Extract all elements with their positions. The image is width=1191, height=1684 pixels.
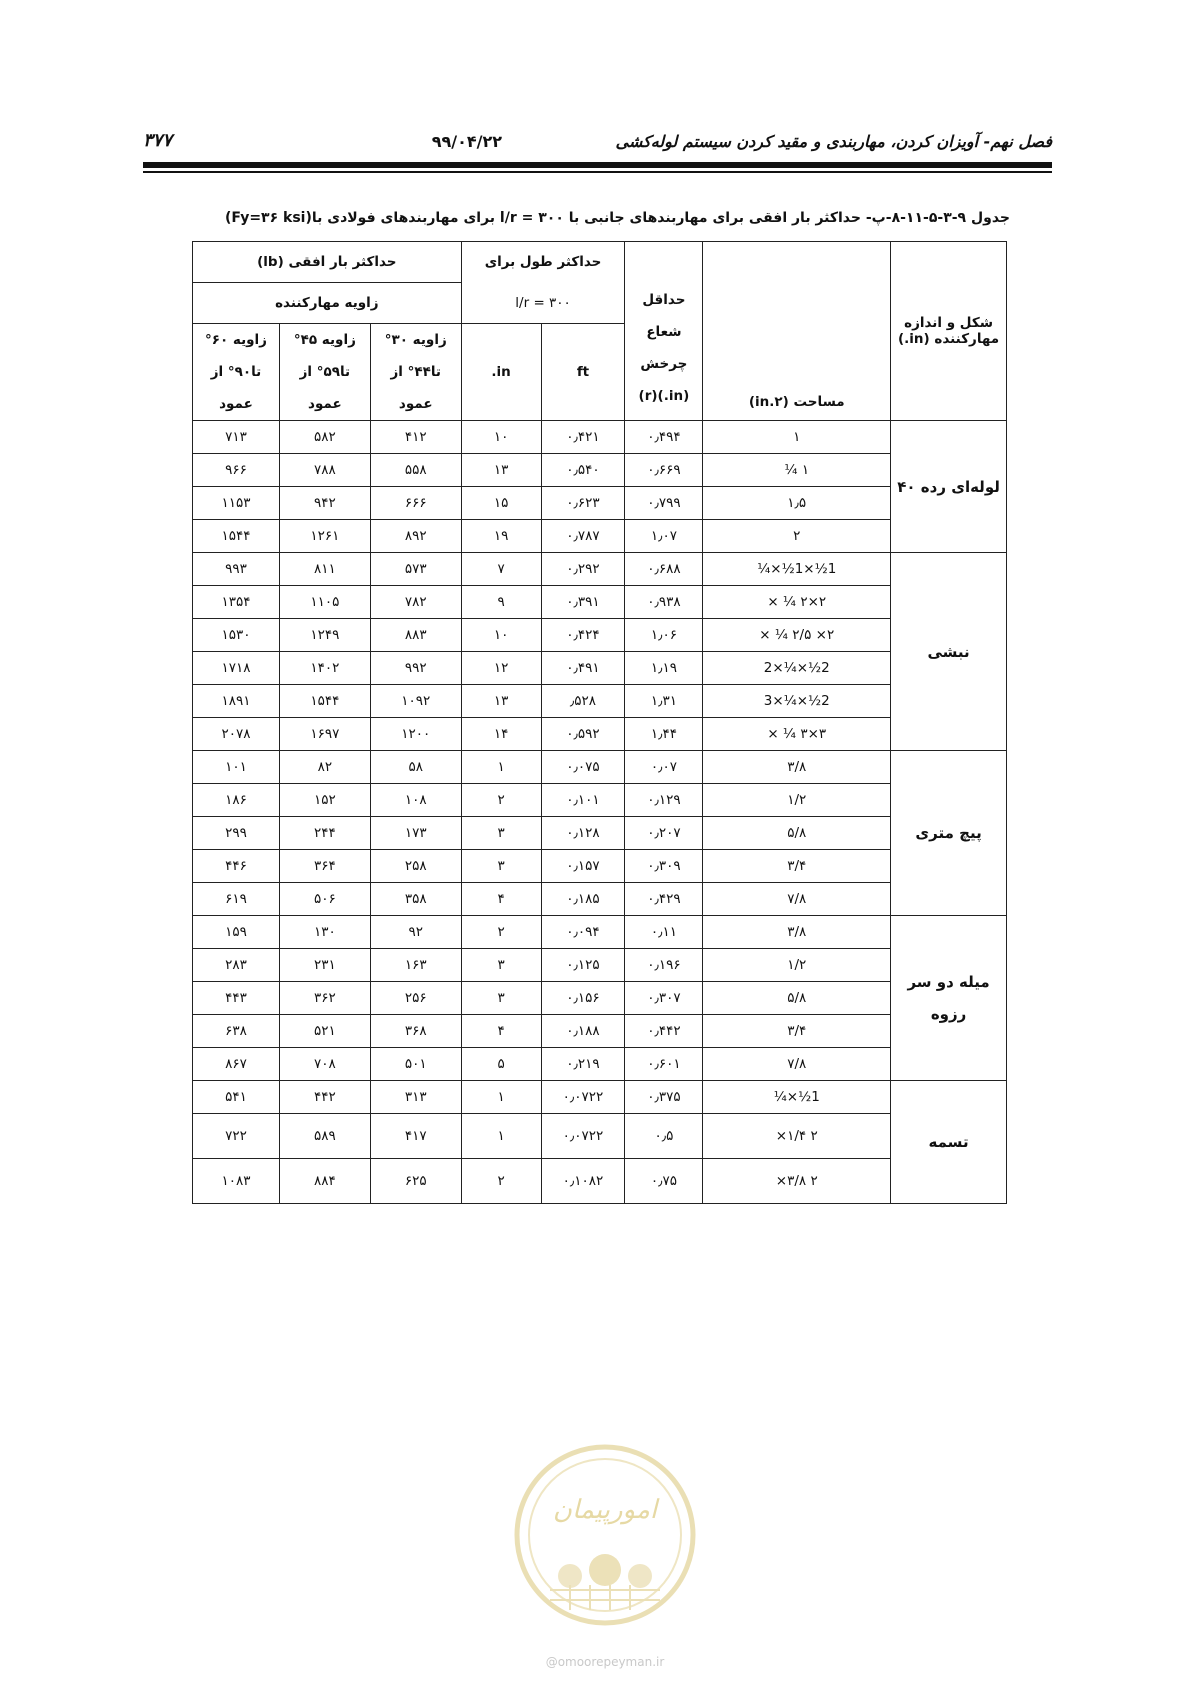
cell-load-45: ۱۵۴۴: [279, 685, 370, 718]
cell-size: ۲ ۳/۸×: [703, 1159, 891, 1204]
cell-load-60: ۴۴۳: [193, 982, 280, 1015]
cell-size: ۵/۸: [703, 982, 891, 1015]
cell-load-45: ۱۶۹۷: [279, 718, 370, 751]
cell-load-30: ۱۲۰۰: [370, 718, 461, 751]
cell-load-60: ۸۶۷: [193, 1048, 280, 1081]
cell-load-60: ۱۷۱۸: [193, 652, 280, 685]
table-row: [193, 553, 1007, 586]
cell-length-in: ۷: [461, 553, 541, 586]
table-row: [193, 1114, 1007, 1159]
cell-length-in: ۳: [461, 982, 541, 1015]
cell-radius: ۰٫۴۴۲: [625, 1015, 703, 1048]
cell-load-60: ۵۴۱: [193, 1081, 280, 1114]
cell-radius: ۰٫۴۹۴: [625, 421, 703, 454]
cell-length-ft: ۰٫۰۷۵: [541, 751, 625, 784]
cell-length-ft: ۰٫۲۹۲: [541, 553, 625, 586]
cell-load-30: ۷۸۲: [370, 586, 461, 619]
cell-load-45: ۸۲: [279, 751, 370, 784]
cell-length-ft: ۰٫۶۲۳: [541, 487, 625, 520]
cell-load-60: ۷۱۳: [193, 421, 280, 454]
header-angle45: زاویه ۴۵° تا۵۹° از عمود: [279, 324, 370, 421]
cell-length-in: ۱۵: [461, 487, 541, 520]
cell-load-45: ۱۵۲: [279, 784, 370, 817]
cell-size: ۳/۸: [703, 916, 891, 949]
cell-size: 2½×¼×2: [703, 652, 891, 685]
header-rule-thick: [143, 162, 1052, 168]
cell-size: ۷/۸: [703, 1048, 891, 1081]
cell-size: ۳/۴: [703, 1015, 891, 1048]
cell-load-30: ۳۶۸: [370, 1015, 461, 1048]
cell-length-in: ۵: [461, 1048, 541, 1081]
cell-size: ۵/۸: [703, 817, 891, 850]
cell-size: 2½×¼×3: [703, 685, 891, 718]
cell-load-30: ۹۹۲: [370, 652, 461, 685]
cell-load-45: ۸۱۱: [279, 553, 370, 586]
header-date: ۹۹/۰۴/۲۲: [431, 132, 502, 151]
header-max-load: حداکثر بار افقی (lb): [193, 242, 462, 283]
table-row: [193, 751, 1007, 784]
cell-radius: ۰٫۳۷۵: [625, 1081, 703, 1114]
cell-radius: ۰٫۹۳۸: [625, 586, 703, 619]
cell-radius: ۰٫۳۰۹: [625, 850, 703, 883]
cell-load-30: ۵۵۸: [370, 454, 461, 487]
shape-group-label: پیچ متری: [891, 751, 1007, 916]
cell-size: ۱٫۵: [703, 487, 891, 520]
table-row: [193, 1048, 1007, 1081]
cell-load-30: ۱۰۹۲: [370, 685, 461, 718]
cell-load-30: ۴۱۷: [370, 1114, 461, 1159]
cell-length-in: ۱۲: [461, 652, 541, 685]
cell-load-60: ۱۰۸۳: [193, 1159, 280, 1204]
cell-load-60: ۱۵۳۰: [193, 619, 280, 652]
cell-load-30: ۴۱۲: [370, 421, 461, 454]
cell-load-45: ۷۰۸: [279, 1048, 370, 1081]
table-row: [193, 1081, 1007, 1114]
header-angle60: زاویه ۶۰° تا۹۰° از عمود: [193, 324, 280, 421]
cell-size: ۳/۸: [703, 751, 891, 784]
cell-length-ft: ۰٫۰۷۲۲: [541, 1081, 625, 1114]
header-ft: ft: [541, 324, 625, 421]
cell-length-ft: ۰٫۰۹۴: [541, 916, 625, 949]
cell-size: ۳/۴: [703, 850, 891, 883]
cell-length-ft: ۰٫۴۹۱: [541, 652, 625, 685]
table-row: [193, 784, 1007, 817]
cell-length-in: ۱: [461, 1114, 541, 1159]
cell-load-45: ۱۲۶۱: [279, 520, 370, 553]
cell-load-45: ۲۴۴: [279, 817, 370, 850]
cell-length-in: ۳: [461, 817, 541, 850]
page-number: ۳۷۷: [143, 130, 173, 151]
cell-size: ۱ ¼: [703, 454, 891, 487]
cell-radius: ۱٫۰۶: [625, 619, 703, 652]
table-row: [193, 982, 1007, 1015]
table-row: [193, 586, 1007, 619]
chapter-title: فصل نهم- آویزان کردن، مهاربندی و مقید کردن سیستم لوله‌کشی: [615, 132, 1052, 151]
cell-load-45: ۴۴۲: [279, 1081, 370, 1114]
cell-load-60: ۱۸۹۱: [193, 685, 280, 718]
table-row: [193, 454, 1007, 487]
table-row: [193, 718, 1007, 751]
cell-radius: ۰٫۰۷: [625, 751, 703, 784]
cell-load-45: ۲۳۱: [279, 949, 370, 982]
watermark-seal: [510, 1440, 700, 1630]
table-row: [193, 421, 1007, 454]
cell-radius: ۰٫۱۱: [625, 916, 703, 949]
header-in: in.: [461, 324, 541, 421]
cell-length-ft: ۰٫۴۲۴: [541, 619, 625, 652]
shape-group-label: لوله‌ای رده ۴۰: [891, 421, 1007, 553]
cell-load-45: ۹۴۲: [279, 487, 370, 520]
brace-load-table: [192, 241, 1007, 1204]
table-row: [193, 850, 1007, 883]
cell-length-ft: ۰٫۱۲۵: [541, 949, 625, 982]
cell-size: ۲×۲ ¼ ×: [703, 586, 891, 619]
table-row: [193, 652, 1007, 685]
cell-load-45: ۵۲۱: [279, 1015, 370, 1048]
watermark-site: @omoorepeyman.ir: [545, 1655, 665, 1669]
cell-length-in: ۱۴: [461, 718, 541, 751]
table-row: [193, 619, 1007, 652]
header-angle30: زاویه ۳۰° تا۴۴° از عمود: [370, 324, 461, 421]
cell-radius: ۰٫۶۶۹: [625, 454, 703, 487]
cell-radius: ۰٫۱۹۶: [625, 949, 703, 982]
cell-load-60: ۱۳۵۴: [193, 586, 280, 619]
table-row: [193, 1015, 1007, 1048]
cell-load-30: ۱۰۸: [370, 784, 461, 817]
cell-load-60: ۲۰۷۸: [193, 718, 280, 751]
cell-length-in: ۱: [461, 751, 541, 784]
cell-load-30: ۸۸۳: [370, 619, 461, 652]
table-row: [193, 916, 1007, 949]
cell-length-in: ۳: [461, 850, 541, 883]
cell-size: ۱/۲: [703, 949, 891, 982]
shape-group-label: نبشی: [891, 553, 1007, 751]
cell-load-30: ۵۸: [370, 751, 461, 784]
cell-size: ۲× ۲/۵ ¼ ×: [703, 619, 891, 652]
cell-load-45: ۱۱۰۵: [279, 586, 370, 619]
cell-size: ۱: [703, 421, 891, 454]
cell-length-in: ۱۳: [461, 685, 541, 718]
cell-load-30: ۵۰۱: [370, 1048, 461, 1081]
cell-length-ft: ۰٫۴۲۱: [541, 421, 625, 454]
shape-group-label: میله دو سر رزوه: [891, 916, 1007, 1081]
cell-load-30: ۸۹۲: [370, 520, 461, 553]
table-row: [193, 817, 1007, 850]
cell-length-ft: ۰٫۱۵۶: [541, 982, 625, 1015]
cell-load-30: ۶۶۶: [370, 487, 461, 520]
cell-radius: ۰٫۴۲۹: [625, 883, 703, 916]
cell-radius: ۰٫۳۰۷: [625, 982, 703, 1015]
header-rule-thin: [143, 171, 1052, 173]
header-brace-angle: زاویه مهارکننده: [193, 283, 462, 324]
cell-load-60: ۴۴۶: [193, 850, 280, 883]
cell-length-ft: ۰٫۵۹۲: [541, 718, 625, 751]
cell-length-ft: ۰٫۱۲۸: [541, 817, 625, 850]
cell-length-ft: ۰٫۳۹۱: [541, 586, 625, 619]
cell-load-45: ۵۸۲: [279, 421, 370, 454]
cell-load-60: ۶۱۹: [193, 883, 280, 916]
cell-length-in: ۱۹: [461, 520, 541, 553]
cell-load-45: ۵۸۹: [279, 1114, 370, 1159]
cell-load-60: ۱۵۴۴: [193, 520, 280, 553]
cell-radius: ۰٫۱۲۹: [625, 784, 703, 817]
cell-load-60: ۹۹۳: [193, 553, 280, 586]
cell-length-ft: ۰٫۰۷۲۲: [541, 1114, 625, 1159]
cell-length-ft: ۰٫۱۵۷: [541, 850, 625, 883]
header-max-length: حداکثر طول برای: [461, 242, 625, 283]
max-length-formula-text: l/r = ۳۰۰: [515, 294, 571, 311]
cell-load-45: ۳۶۲: [279, 982, 370, 1015]
cell-load-60: ۱۵۹: [193, 916, 280, 949]
seal-text: امورپیمان: [552, 1495, 658, 1525]
table-row: [193, 949, 1007, 982]
table-caption: جدول ۹-۳-۵-۱۱-۸-پ- حداکثر بار افقی برای مهاربندهای جانبی با ۳۰۰ = l/r برای مهاربندهای فولادی با(Fy=۳۶ ksi): [224, 210, 1010, 226]
cell-radius: ۱٫۴۴: [625, 718, 703, 751]
cell-length-in: ۹: [461, 586, 541, 619]
cell-radius: ۰٫۶۰۱: [625, 1048, 703, 1081]
cell-length-ft: ۰٫۵۴۰: [541, 454, 625, 487]
cell-radius: ۱٫۱۹: [625, 652, 703, 685]
cell-load-45: ۱۴۰۲: [279, 652, 370, 685]
shape-group-label: تسمه: [891, 1081, 1007, 1204]
cell-radius: ۰٫۷۹۹: [625, 487, 703, 520]
cell-load-30: ۳۱۳: [370, 1081, 461, 1114]
cell-length-ft: ۰٫۱۸۸: [541, 1015, 625, 1048]
cell-load-30: ۳۵۸: [370, 883, 461, 916]
cell-radius: ۱٫۳۱: [625, 685, 703, 718]
cell-radius: ۰٫۶۸۸: [625, 553, 703, 586]
cell-load-45: ۸۸۴: [279, 1159, 370, 1204]
header-area: مساحت (in.۲): [703, 242, 891, 421]
cell-length-in: ۳: [461, 949, 541, 982]
cell-load-30: ۲۵۶: [370, 982, 461, 1015]
cell-length-ft: ۰٫۱۸۵: [541, 883, 625, 916]
cell-load-45: ۱۲۴۹: [279, 619, 370, 652]
cell-load-60: ۱۸۶: [193, 784, 280, 817]
cell-load-60: ۲۹۹: [193, 817, 280, 850]
cell-length-in: ۱: [461, 1081, 541, 1114]
cell-radius: ۱٫۰۷: [625, 520, 703, 553]
cell-load-30: ۲۵۸: [370, 850, 461, 883]
cell-load-60: ۶۳۸: [193, 1015, 280, 1048]
cell-size: ۲: [703, 520, 891, 553]
cell-load-45: ۷۸۸: [279, 454, 370, 487]
cell-length-ft: ۰٫۷۸۷: [541, 520, 625, 553]
cell-length-in: ۴: [461, 1015, 541, 1048]
cell-length-in: ۴: [461, 883, 541, 916]
table-row: [193, 883, 1007, 916]
cell-size: ۲ ۱/۴×: [703, 1114, 891, 1159]
cell-load-60: ۱۰۱: [193, 751, 280, 784]
cell-radius: ۰٫۷۵: [625, 1159, 703, 1204]
table-row: [193, 520, 1007, 553]
table-row: [193, 685, 1007, 718]
cell-length-in: ۲: [461, 784, 541, 817]
table-body: [193, 421, 1007, 1204]
cell-load-30: ۵۷۳: [370, 553, 461, 586]
header-shape: شکل و اندازه مهارکننده (in.): [891, 242, 1007, 421]
cell-size: ۳×۳ ¼ ×: [703, 718, 891, 751]
cell-length-ft: ۰٫۲۱۹: [541, 1048, 625, 1081]
cell-length-ft: ٫۵۲۸: [541, 685, 625, 718]
cell-length-in: ۱۰: [461, 421, 541, 454]
cell-load-30: ۱۷۳: [370, 817, 461, 850]
cell-load-45: ۳۶۴: [279, 850, 370, 883]
cell-load-60: ۷۲۲: [193, 1114, 280, 1159]
page-header: [143, 128, 1052, 158]
cell-load-45: ۱۳۰: [279, 916, 370, 949]
cell-length-ft: ۰٫۱۰۸۲: [541, 1159, 625, 1204]
cell-length-in: ۱۰: [461, 619, 541, 652]
cell-load-60: ۱۱۵۳: [193, 487, 280, 520]
cell-load-30: ۶۲۵: [370, 1159, 461, 1204]
header-radius: حداقل شعاع چرخش (in.)(r): [625, 242, 703, 421]
table-row: [193, 1159, 1007, 1204]
cell-size: ۷/۸: [703, 883, 891, 916]
cell-size: 1½×¼: [703, 1081, 891, 1114]
cell-size: ۱/۲: [703, 784, 891, 817]
cell-load-60: ۹۶۶: [193, 454, 280, 487]
cell-load-45: ۵۰۶: [279, 883, 370, 916]
cell-load-30: ۹۲: [370, 916, 461, 949]
cell-length-in: ۲: [461, 1159, 541, 1204]
cell-load-60: ۲۸۳: [193, 949, 280, 982]
header-max-length-formula: [461, 283, 625, 324]
cell-length-in: ۱۳: [461, 454, 541, 487]
table-row: [193, 487, 1007, 520]
cell-radius: ۰٫۵: [625, 1114, 703, 1159]
cell-length-in: ۲: [461, 916, 541, 949]
cell-load-30: ۱۶۳: [370, 949, 461, 982]
cell-length-ft: ۰٫۱۰۱: [541, 784, 625, 817]
cell-radius: ۰٫۲۰۷: [625, 817, 703, 850]
cell-size: 1½×1½×¼: [703, 553, 891, 586]
